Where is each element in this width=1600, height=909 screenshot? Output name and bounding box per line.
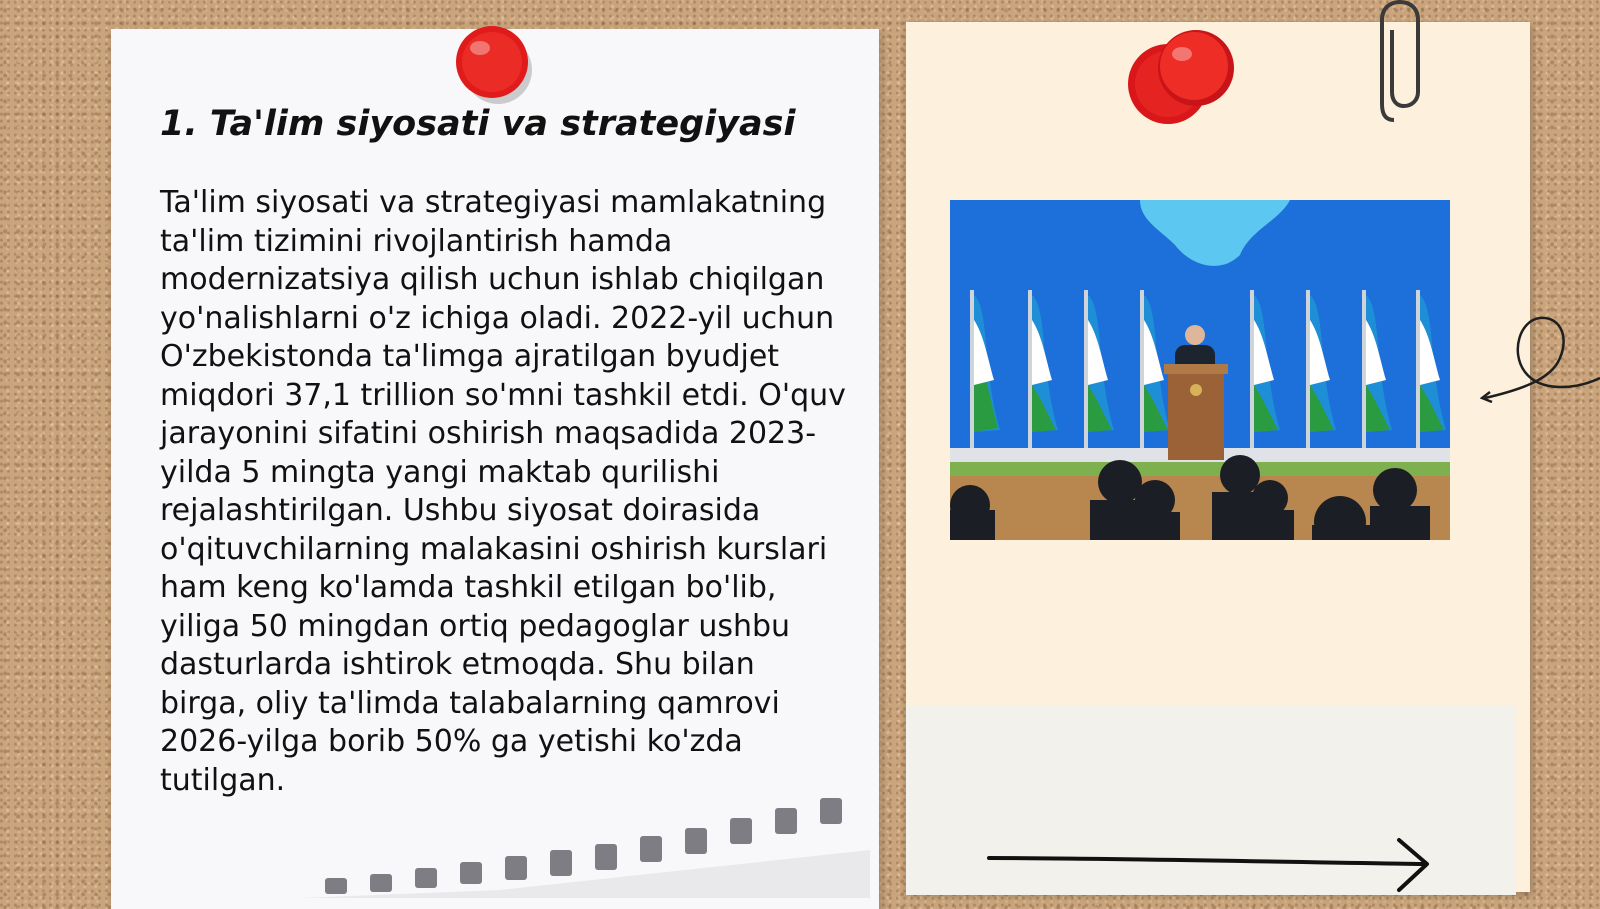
photo-speech-podium <box>950 200 1450 540</box>
push-pin-icon <box>452 18 536 108</box>
section-title: 1. Ta'lim siyosati va strategiyasi <box>160 104 796 144</box>
paperclip-icon <box>1378 0 1428 130</box>
push-pin-icon <box>1118 28 1238 138</box>
arrow-right-icon <box>985 836 1445 894</box>
body-paragraph: Ta'lim siyosati va strategiyasi mamlakatning ta'lim tizimini rivojlantirish hamda modernizatsiya qilish uchun ishlab chiqilgan yo'nalishlarni o'z ichiga oladi. 2022-yil uchun O'zbekistonda ta'limga ajratilgan byudjet miqdori 37,1 trillion so'mni tashkil etdi. O'quv jarayonini sifatini oshirish maqsadida 2023-yilda 5 mingta yangi maktab qurilishi rejalashtirilgan. Ushbu siyosat doirasida o'qituvchilarning malakasini oshirish kurslari ham keng ko'lamda tashkil etilgan bo'lib, yiliga 50 mingdan ortiq pedagoglar ushbu dasturlarda ishtirok etmoqda. Shu bilan birga, oliy ta'limda talabalarning qamrovi 2026-yilga borib 50% ga yetishi ko'zda tutilgan. <box>160 185 846 798</box>
loop-arrow-doodle-icon <box>1480 310 1600 410</box>
spiral-binding-decoration <box>300 790 870 900</box>
